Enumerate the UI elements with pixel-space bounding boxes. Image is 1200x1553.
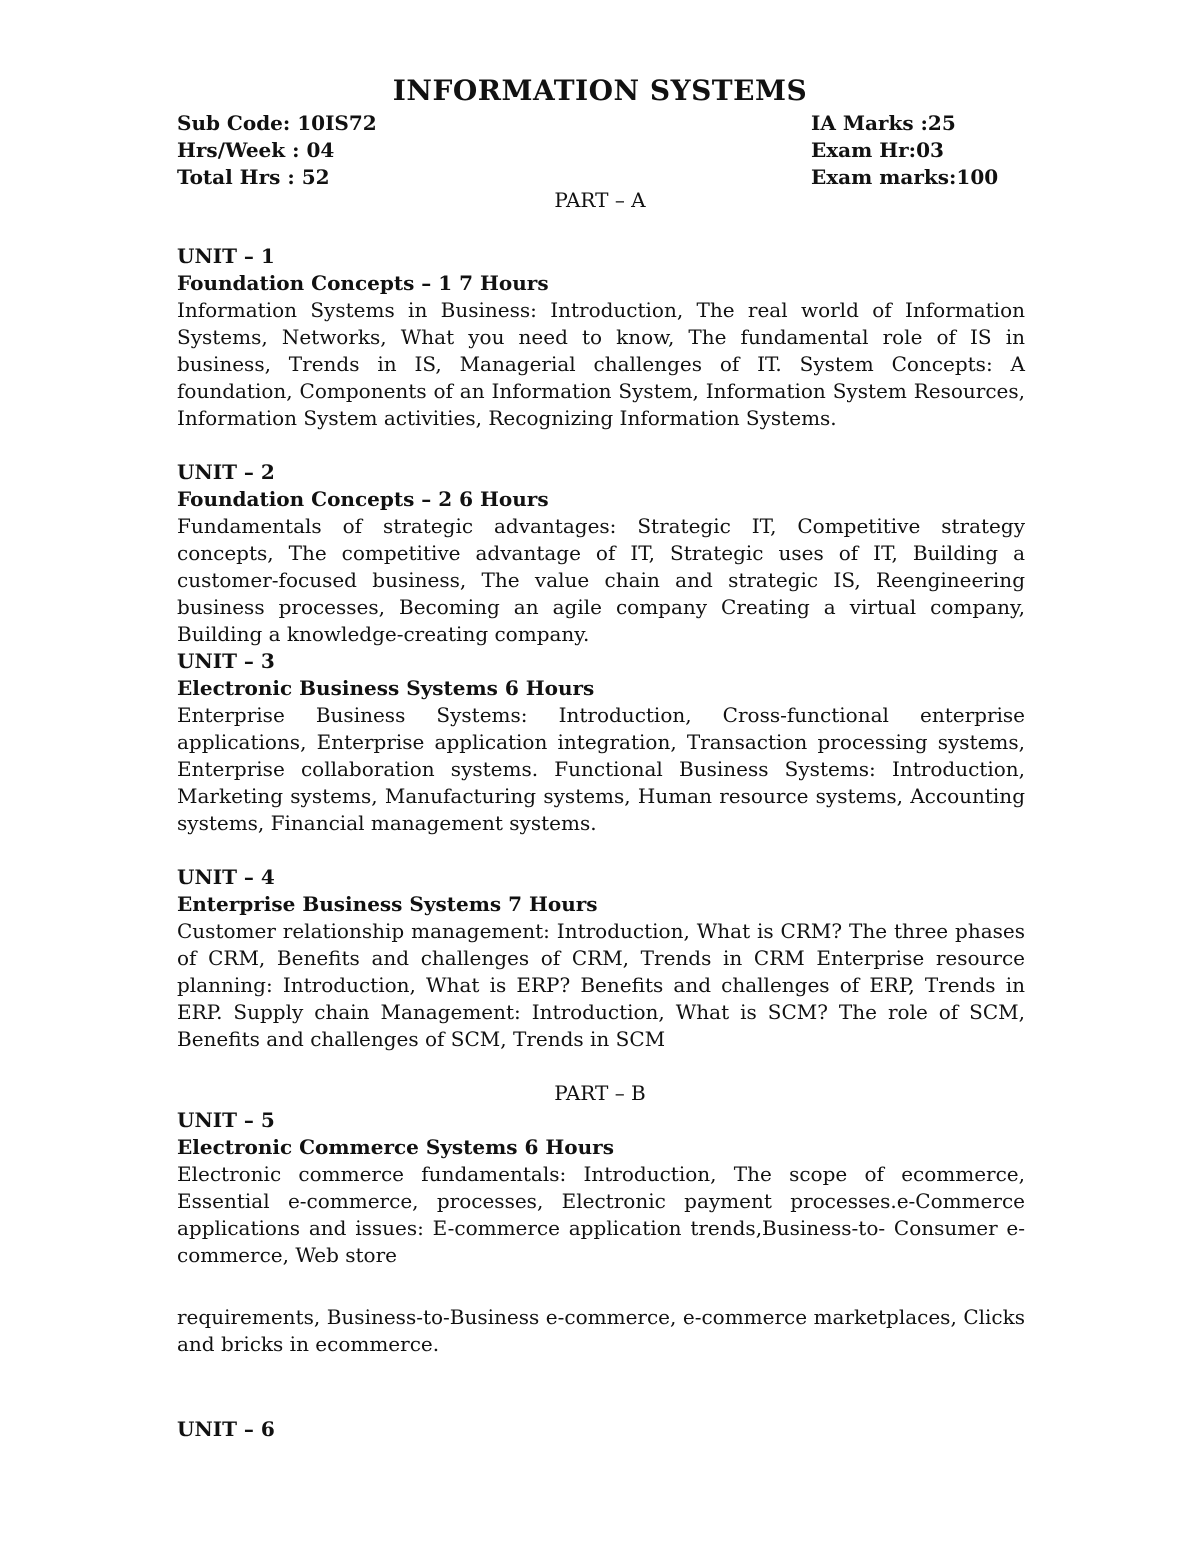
unit-3 xyxy=(177,648,1025,837)
document-title: INFORMATION SYSTEMS xyxy=(392,74,808,107)
unit-5 xyxy=(177,1107,1025,1269)
unit-heading: Foundation Concepts – 2 6 Hours xyxy=(177,487,549,511)
course-meta-right xyxy=(811,110,998,191)
unit-label: UNIT – 1 xyxy=(177,244,275,268)
unit-label: UNIT – 4 xyxy=(177,865,275,889)
total-hours: Total Hrs : 52 xyxy=(177,165,330,189)
unit-description-continued: requirements, Business-to-Business e-commerce, e-commerce marketplaces, Clicks and bricks in ecommerce. xyxy=(177,1305,1025,1356)
unit-label: UNIT – 3 xyxy=(177,649,275,673)
hours-per-week: Hrs/Week : 04 xyxy=(177,138,335,162)
part-a-heading: PART – A xyxy=(554,188,646,212)
unit-heading: Enterprise Business Systems 7 Hours xyxy=(177,892,598,916)
ia-marks: IA Marks :25 xyxy=(811,111,956,135)
unit-description: Electronic commerce fundamentals: Introduction, The scope of ecommerce, Essential e-commerce, processes, Electronic payment processes.e-Commerce applications and issues: E-commerce application trends,Business-to- Consumer e-commerce, Web store xyxy=(177,1162,1025,1267)
unit-label: UNIT – 6 xyxy=(177,1417,275,1441)
unit-heading: Electronic Commerce Systems 6 Hours xyxy=(177,1135,614,1159)
exam-marks: Exam marks:100 xyxy=(811,165,999,189)
unit-label: UNIT – 2 xyxy=(177,460,275,484)
course-meta-left xyxy=(177,110,377,191)
unit-heading: Foundation Concepts – 1 7 Hours xyxy=(177,271,549,295)
unit-description: Enterprise Business Systems: Introduction, Cross-functional enterprise applications, Enterprise application integration, Transaction processing systems, Enterprise collaboration systems. Functional Business Systems: Introduction, Marketing systems, Manufacturing systems, Human resource systems, Accounting systems, Financial management systems. xyxy=(177,703,1025,835)
unit-5-continued xyxy=(177,1304,1025,1358)
unit-description: Customer relationship management: Introduction, What is CRM? The three phases of CRM, Benefits and challenges of CRM, Trends in CRM Enterprise resource planning: Introduction, What is ERP? Benefits and challenges of ERP, Trends in ERP. Supply chain Management: Introduction, What is SCM? The role of SCM, Benefits and challenges of SCM, Trends in SCM xyxy=(177,919,1025,1051)
exam-hours: Exam Hr:03 xyxy=(811,138,944,162)
unit-description: Information Systems in Business: Introduction, The real world of Information Systems, Networks, What you need to know, The fundamental role of IS in business, Trends in IS, Managerial challenges of IT. System Concepts: A foundation, Components of an Information System, Information System Resources, Information System activities, Recognizing Information Systems. xyxy=(177,298,1025,430)
unit-description: Fundamentals of strategic advantages: Strategic IT, Competitive strategy concepts, The competitive advantage of IT, Strategic uses of IT, Building a customer-focused business, The value chain and strategic IS, Reengineering business processes, Becoming an agile company Creating a virtual company, Building a knowledge-creating company. xyxy=(177,514,1025,646)
sub-code: Sub Code: 10IS72 xyxy=(177,111,377,135)
unit-heading: Electronic Business Systems 6 Hours xyxy=(177,676,595,700)
part-b-heading: PART – B xyxy=(554,1081,646,1105)
unit-2 xyxy=(177,459,1025,648)
unit-1 xyxy=(177,243,1025,432)
unit-4 xyxy=(177,864,1025,1053)
unit-label: UNIT – 5 xyxy=(177,1108,275,1132)
unit-6 xyxy=(177,1416,1025,1443)
